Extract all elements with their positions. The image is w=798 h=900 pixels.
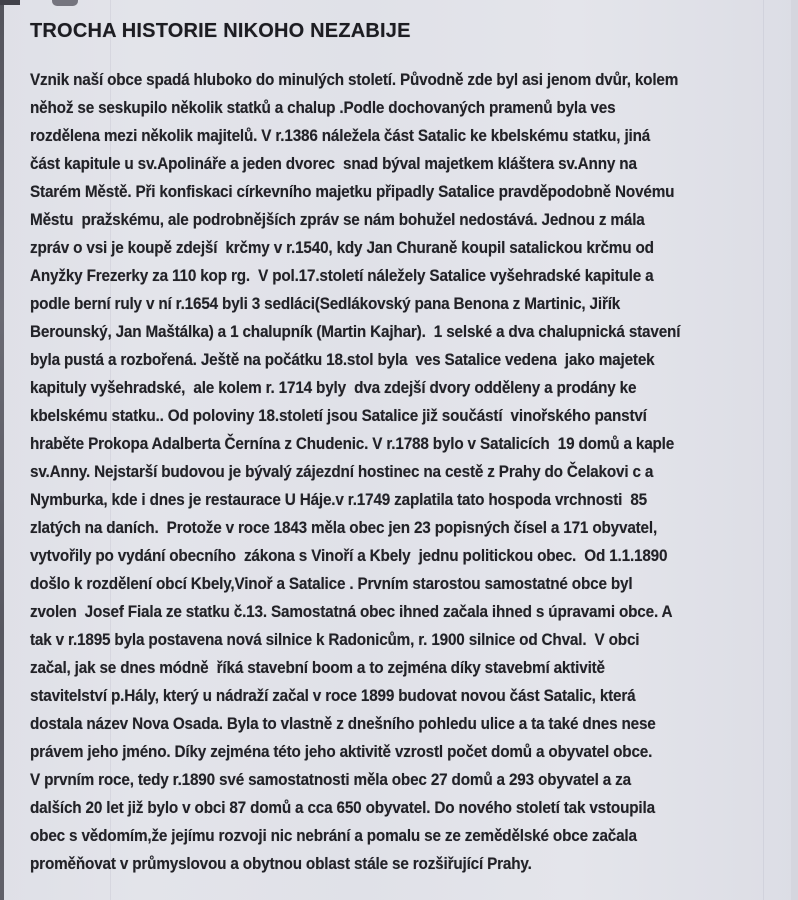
text-line: právem jeho jméno. Díky zejména této jeho aktivitě vzrostl počet domů a obyvatel obce. xyxy=(30,742,653,761)
text-line: něhož se seskupilo několik statků a chalup .Podle dochovaných pramenů byla ves xyxy=(30,98,616,117)
text-line: hraběte Prokopa Adalberta Černína z Chudenic. V r.1788 bylo v Satalicích 19 domů a kaple xyxy=(30,434,675,453)
text-line: rozdělena mezi několik majitelů. V r.1386 náležela část Satalic ke kbelskému statku, jiná xyxy=(30,126,651,145)
text-line: kapituly vyšehradské, ale kolem r. 1714 byly dva zdejší dvory odděleny a prodány ke xyxy=(30,378,637,397)
text-line: Městu pražskému, ale podrobnějších zpráv se nám bohužel nedostává. Jednou z mála xyxy=(30,210,645,229)
text-line: obec s vědomím,že jejímu rozvoji nic nebrání a pomalu se ze zemědělské obce začala xyxy=(30,826,637,845)
text-line: V prvním roce, tedy r.1890 své samostatnosti měla obec 27 domů a 293 obyvatel a za xyxy=(30,770,631,789)
text-line: Anyžky Frezerky za 110 kop rg. V pol.17.století náležely Satalice vyšehradské kapitule a xyxy=(30,266,654,285)
text-line: kbelskému statku.. Od poloviny 18.století jsou Satalice již součástí vinořského panství xyxy=(30,406,647,425)
scan-edge-artifact-right xyxy=(791,0,798,900)
text-line: zvolen Josef Fiala ze statku č.13. Samostatná obec ihned začala ihned s úpravami obce. A xyxy=(30,602,673,621)
text-line: vytvořily po vydání obecního zákona s Vinoří a Kbely jednu politickou obec. Od 1.1.1890 xyxy=(30,546,668,565)
text-line: podle berní ruly v ní r.1654 byli 3 sedláci(Sedlákovský pana Benona z Martinic, Jiřík xyxy=(30,294,621,313)
text-line: část kapitule u sv.Apolináře a jeden dvorec snad býval majetkem kláštera sv.Anny na xyxy=(30,154,637,173)
document-title: TROCHA HISTORIE NIKOHO NEZABIJE xyxy=(30,20,411,42)
text-line: proměňovat v průmyslovou a obytnou oblast stále se rozšiřující Prahy. xyxy=(30,854,532,873)
text-line: sv.Anny. Nejstarší budovou je bývalý zájezdní hostinec na cestě z Prahy do Čelakovi c a xyxy=(30,462,654,481)
text-line: zlatých na daních. Protože v roce 1843 měla obec jen 23 popisných čísel a 171 obyvatel, xyxy=(30,518,658,537)
text-line: Nymburka, kde i dnes je restaurace U Háje.v r.1749 zaplatila tato hospoda vrchnosti 85 xyxy=(30,490,647,509)
text-line: začal, jak se dnes módně říká stavební boom a to zejména díky stavebmí aktivitě xyxy=(30,658,605,677)
text-line: tak v r.1895 byla postavena nová silnice k Radonicům, r. 1900 silnice od Chval. V obci xyxy=(30,630,640,649)
scan-smudge xyxy=(0,0,20,5)
text-line: dalších 20 let již bylo v obci 87 domů a cca 650 obyvatel. Do nového století tak vstoupila xyxy=(30,798,655,817)
text-line: byla pustá a rozbořená. Ještě na počátku 18.stol byla ves Satalice vedena jako majetek xyxy=(30,350,655,369)
text-line: Starém Městě. Při konfiskaci církevního majetku připadly Satalice pravděpodobně Novému xyxy=(30,182,675,201)
scan-edge-artifact-left xyxy=(0,0,4,900)
text-line: zpráv o vsi je koupě zdejší krčmy v r.1540, kdy Jan Churaně koupil satalickou krčmu od xyxy=(30,238,654,257)
document-body xyxy=(30,66,786,878)
scan-smudge xyxy=(52,0,78,6)
text-line: Vznik naší obce spadá hluboko do minulých století. Původně zde byl asi jenom dvůr, kolem xyxy=(30,70,679,89)
text-line: došlo k rozdělení obcí Kbely,Vinoř a Satalice . Prvním starostou samostatné obce byl xyxy=(30,574,633,593)
text-line: stavitelství p.Hály, který u nádraží začal v roce 1899 budovat novou část Satalic, která xyxy=(30,686,636,705)
text-line: Berounský, Jan Maštálka) a 1 chalupník (Martin Kajhar). 1 selské a dva chalupnická stavení xyxy=(30,322,681,341)
text-line: dostala název Nova Osada. Byla to vlastně z dnešního pohledu ulice a ta také dnes nese xyxy=(30,714,656,733)
